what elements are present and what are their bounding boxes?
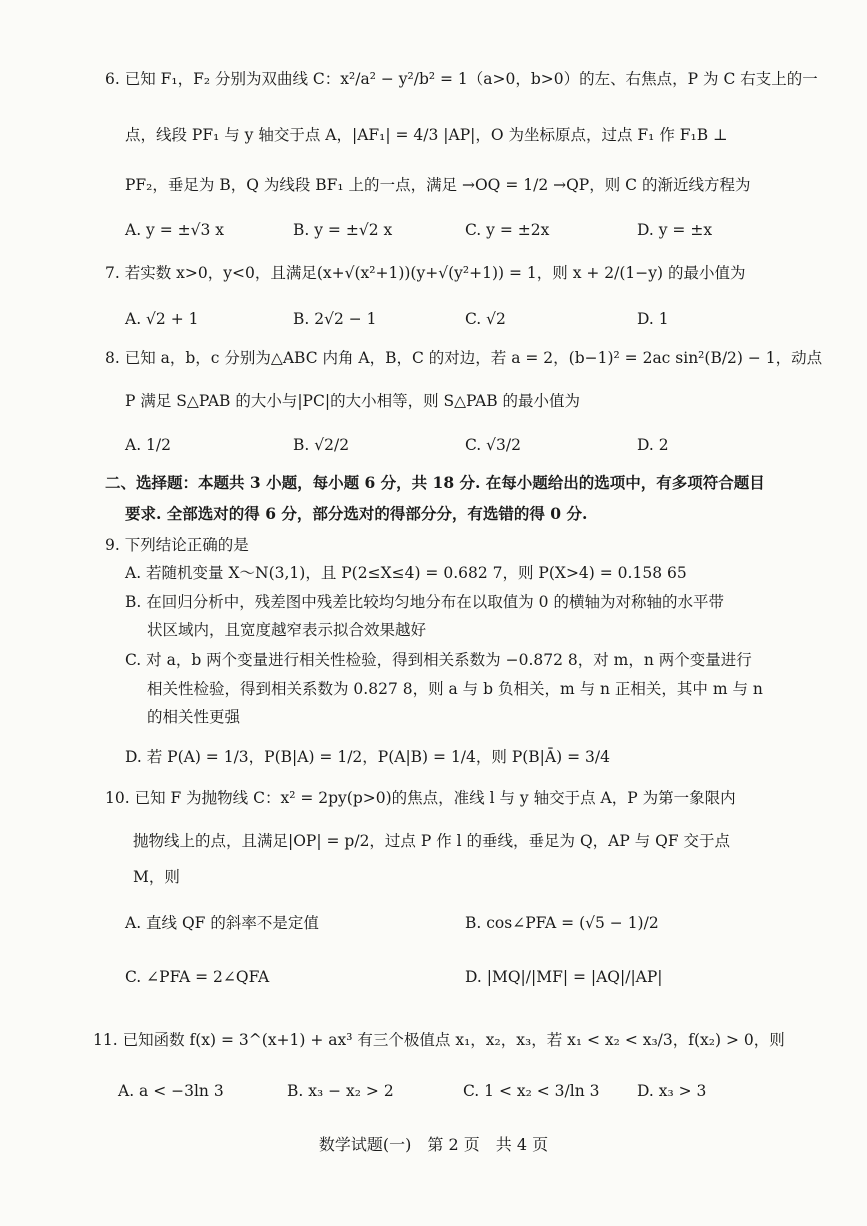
q10-option-a: A. 直线 QF 的斜率不是定值 bbox=[125, 914, 319, 932]
q7-option-c: C. √2 bbox=[465, 310, 506, 328]
page-footer: 数学试题(一) 第 2 页 共 4 页 bbox=[318, 1135, 549, 1154]
q6-line-1: 6. 已知 F₁，F₂ 分别为双曲线 C：x²/a² − y²/b² = 1（a>0，b>0）的左、右焦点，P 为 C 右支上的一 bbox=[105, 70, 818, 88]
q9-option-b-line-1: B. 在回归分析中，残差图中残差比较均匀地分布在以取值为 0 的横轴为对称轴的水平带 bbox=[125, 593, 724, 611]
q6-option-b: B. y = ±√2 x bbox=[293, 221, 393, 239]
q9-option-d: D. 若 P(A) = 1/3，P(B|A) = 1/2，P(A|B) = 1/4，则 P(B|Ā) = 3/4 bbox=[125, 748, 610, 766]
q8-option-b: B. √2/2 bbox=[293, 436, 350, 454]
q11-option-b: B. x₃ − x₂ > 2 bbox=[287, 1082, 394, 1100]
q8-option-c: C. √3/2 bbox=[465, 436, 521, 454]
q6-option-d: D. y = ±x bbox=[637, 221, 713, 239]
q7-option-d: D. 1 bbox=[637, 310, 669, 328]
q11-option-a: A. a < −3ln 3 bbox=[118, 1082, 224, 1100]
q9-line-1: 9. 下列结论正确的是 bbox=[105, 536, 249, 554]
q8-option-d: D. 2 bbox=[637, 436, 669, 454]
q11-option-c: C. 1 < x₂ < 3/ln 3 bbox=[463, 1082, 600, 1100]
section-2-heading-line-2: 要求. 全部选对的得 6 分，部分选对的得部分分，有选错的得 0 分. bbox=[125, 504, 588, 523]
q8-option-a: A. 1/2 bbox=[125, 436, 171, 454]
q6-option-a: A. y = ±√3 x bbox=[125, 221, 225, 239]
q10-option-d: D. |MQ|/|MF| = |AQ|/|AP| bbox=[465, 968, 663, 986]
q10-line-2: 抛物线上的点，且满足|OP| = p/2，过点 P 作 l 的垂线，垂足为 Q，AP 与 QF 交于点 bbox=[133, 832, 731, 850]
q10-option-c: C. ∠PFA = 2∠QFA bbox=[125, 968, 270, 986]
q6-option-c: C. y = ±2x bbox=[465, 221, 550, 239]
q11-line-1: 11. 已知函数 f(x) = 3^(x+1) + ax³ 有三个极值点 x₁，x₂，x₃，若 x₁ < x₂ < x₃/3，f(x₂) > 0，则 bbox=[93, 1031, 785, 1049]
q8-line-2: P 满足 S△PAB 的大小与|PC|的大小相等，则 S△PAB 的最小值为 bbox=[125, 392, 581, 410]
q9-option-b-line-2: 状区域内，且宽度越窄表示拟合效果越好 bbox=[147, 621, 427, 639]
section-2-heading-line-1: 二、选择题：本题共 3 小题，每小题 6 分，共 18 分. 在每小题给出的选项中，有多项符合题目 bbox=[105, 473, 765, 492]
q6-line-3: PF₂，垂足为 B，Q 为线段 BF₁ 上的一点，满足 →OQ = 1/2 →QP，则 C 的渐近线方程为 bbox=[125, 176, 751, 194]
q10-line-3: M，则 bbox=[133, 868, 180, 886]
q7-option-b: B. 2√2 − 1 bbox=[293, 310, 377, 328]
q7-line-1: 7. 若实数 x>0，y<0，且满足(x+√(x²+1))(y+√(y²+1)) = 1，则 x + 2/(1−y) 的最小值为 bbox=[105, 264, 746, 282]
q11-option-d: D. x₃ > 3 bbox=[637, 1082, 707, 1100]
q8-line-1: 8. 已知 a，b，c 分别为△ABC 内角 A，B，C 的对边，若 a = 2，(b−1)² = 2ac sin²(B/2) − 1，动点 bbox=[105, 349, 823, 367]
q9-option-c-line-3: 的相关性更强 bbox=[147, 708, 241, 726]
q9-option-a: A. 若随机变量 X～N(3,1)，且 P(2≤X≤4) = 0.682 7，则 P(X>4) = 0.158 65 bbox=[125, 564, 687, 582]
q9-option-c-line-2: 相关性检验，得到相关系数为 0.827 8，则 a 与 b 负相关，m 与 n 正相关，其中 m 与 n bbox=[147, 680, 763, 698]
q10-line-1: 10. 已知 F 为抛物线 C：x² = 2py(p>0)的焦点，准线 l 与 y 轴交于点 A，P 为第一象限内 bbox=[105, 789, 736, 807]
q6-line-2: 点，线段 PF₁ 与 y 轴交于点 A，|AF₁| = 4/3 |AP|，O 为坐标原点，过点 F₁ 作 F₁B ⊥ bbox=[125, 126, 728, 144]
q9-option-c-line-1: C. 对 a，b 两个变量进行相关性检验，得到相关系数为 −0.872 8，对 m，n 两个变量进行 bbox=[125, 651, 752, 669]
q7-option-a: A. √2 + 1 bbox=[125, 310, 199, 328]
q10-option-b: B. cos∠PFA = (√5 − 1)/2 bbox=[465, 914, 659, 932]
